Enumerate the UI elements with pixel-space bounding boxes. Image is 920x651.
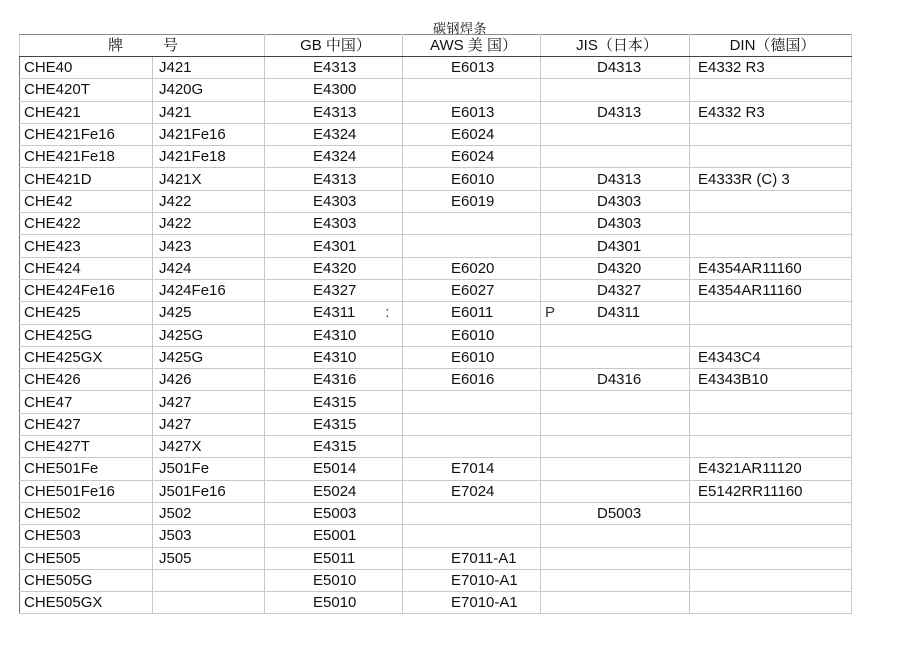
cell-che-grade: CHE425 xyxy=(20,302,153,324)
cell-jis xyxy=(541,525,690,547)
header-din: DIN（德国） xyxy=(690,35,852,57)
cell-che-grade: CHE424 xyxy=(20,257,153,279)
table-row xyxy=(20,592,852,614)
cell-j-grade: J501Fe xyxy=(153,458,265,480)
table-row xyxy=(20,369,852,391)
cell-din xyxy=(690,324,852,346)
cell-jis: D4313 xyxy=(541,168,690,190)
table-row xyxy=(20,257,852,279)
table-row xyxy=(20,480,852,502)
cell-din: E5142RR11160 xyxy=(690,480,852,502)
cell-gb: E4310 xyxy=(265,346,403,368)
cell-jis: D4303 xyxy=(541,213,690,235)
cell-j-grade: J424 xyxy=(153,257,265,279)
table-row xyxy=(20,324,852,346)
cell-gb: E4315 xyxy=(265,413,403,435)
cell-jis: D4301 xyxy=(541,235,690,257)
table-row xyxy=(20,123,852,145)
cell-jis xyxy=(541,391,690,413)
cell-gb: E4303 xyxy=(265,213,403,235)
cell-din xyxy=(690,592,852,614)
cell-din xyxy=(690,146,852,168)
table-row xyxy=(20,235,852,257)
cell-aws: E7024 xyxy=(403,480,541,502)
cell-gb: E4316 xyxy=(265,369,403,391)
cell-j-grade: J505 xyxy=(153,547,265,569)
cell-j-grade: J420G xyxy=(153,79,265,101)
cell-che-grade: CHE424Fe16 xyxy=(20,279,153,301)
header-brand xyxy=(20,35,265,57)
cell-gb: E5024 xyxy=(265,480,403,502)
cell-aws: E7014 xyxy=(403,458,541,480)
cell-jis: D4320 xyxy=(541,257,690,279)
cell-din xyxy=(690,213,852,235)
cell-din xyxy=(690,547,852,569)
cell-che-grade: CHE505GX xyxy=(20,592,153,614)
cell-j-grade: J502 xyxy=(153,502,265,524)
table-row xyxy=(20,346,852,368)
electrode-comparison-table xyxy=(19,34,852,614)
cell-gb xyxy=(265,302,403,324)
cell-che-grade: CHE425G xyxy=(20,324,153,346)
cell-din xyxy=(690,79,852,101)
cell-din xyxy=(690,569,852,591)
cell-che-grade: CHE40 xyxy=(20,57,153,79)
cell-j-grade: J421X xyxy=(153,168,265,190)
cell-che-grade: CHE420T xyxy=(20,79,153,101)
cell-aws: E6019 xyxy=(403,190,541,212)
cell-aws: E7010-A1 xyxy=(403,569,541,591)
cell-j-grade: J424Fe16 xyxy=(153,279,265,301)
table-row xyxy=(20,101,852,123)
cell-gb: E5001 xyxy=(265,525,403,547)
cell-jis xyxy=(541,123,690,145)
cell-aws xyxy=(403,235,541,257)
cell-aws xyxy=(403,525,541,547)
cell-gb: E4320 xyxy=(265,257,403,279)
cell-j-grade: J421Fe18 xyxy=(153,146,265,168)
cell-gb: E4313 xyxy=(265,168,403,190)
cell-j-grade: J425 xyxy=(153,302,265,324)
cell-gb: E5010 xyxy=(265,569,403,591)
cell-jis xyxy=(541,346,690,368)
cell-jis: D4327 xyxy=(541,279,690,301)
table-row xyxy=(20,302,852,324)
cell-che-grade: CHE42 xyxy=(20,190,153,212)
cell-jis: D4313 xyxy=(541,101,690,123)
table-row xyxy=(20,213,852,235)
cell-din xyxy=(690,502,852,524)
cell-din: E4354AR11160 xyxy=(690,257,852,279)
cell-din: E4332 R3 xyxy=(690,57,852,79)
cell-che-grade: CHE47 xyxy=(20,391,153,413)
table-row xyxy=(20,569,852,591)
cell-din: E4343C4 xyxy=(690,346,852,368)
header-jis: JIS（日本） xyxy=(541,35,690,57)
header-aws: AWS 美 国） xyxy=(403,35,541,57)
cell-jis xyxy=(541,413,690,435)
cell-gb: E5003 xyxy=(265,502,403,524)
cell-jis xyxy=(541,569,690,591)
cell-che-grade: CHE426 xyxy=(20,369,153,391)
cell-din xyxy=(690,391,852,413)
cell-aws: E6016 xyxy=(403,369,541,391)
cell-jis: D4303 xyxy=(541,190,690,212)
table-row xyxy=(20,279,852,301)
cell-j-grade: J425G xyxy=(153,346,265,368)
cell-jis xyxy=(541,79,690,101)
cell-che-grade: CHE422 xyxy=(20,213,153,235)
table-row xyxy=(20,190,852,212)
cell-che-grade: CHE421Fe16 xyxy=(20,123,153,145)
cell-gb: E4315 xyxy=(265,436,403,458)
header-brand-b: 号 xyxy=(163,37,179,54)
cell-j-grade: J427 xyxy=(153,391,265,413)
cell-j-grade: J503 xyxy=(153,525,265,547)
cell-che-grade: CHE421Fe18 xyxy=(20,146,153,168)
table-row xyxy=(20,525,852,547)
cell-j-grade: J421Fe16 xyxy=(153,123,265,145)
cell-che-grade: CHE501Fe16 xyxy=(20,480,153,502)
cell-che-grade: CHE505G xyxy=(20,569,153,591)
cell-aws: E7011-A1 xyxy=(403,547,541,569)
table-row xyxy=(20,391,852,413)
cell-che-grade: CHE421 xyxy=(20,101,153,123)
cell-din: E4343B10 xyxy=(690,369,852,391)
cell-gb-value: E4311 xyxy=(313,304,356,322)
document-title: 碳钢焊条 xyxy=(432,21,487,36)
cell-jis: D4316 xyxy=(541,369,690,391)
cell-gb: E4313 xyxy=(265,101,403,123)
header-brand-a: 牌 xyxy=(108,37,124,54)
table-row xyxy=(20,436,852,458)
table-row xyxy=(20,502,852,524)
cell-aws xyxy=(403,79,541,101)
cell-gb: E4327 xyxy=(265,279,403,301)
cell-aws: E6010 xyxy=(403,324,541,346)
cell-aws: E6024 xyxy=(403,146,541,168)
table-row xyxy=(20,547,852,569)
cell-j-grade: J427 xyxy=(153,413,265,435)
cell-jis xyxy=(541,480,690,502)
cell-aws xyxy=(403,413,541,435)
cell-gb: E4324 xyxy=(265,146,403,168)
cell-aws: E6024 xyxy=(403,123,541,145)
cell-jis-mark: P xyxy=(545,304,556,322)
table-row xyxy=(20,168,852,190)
cell-aws: E6011 xyxy=(403,302,541,324)
cell-j-grade: J422 xyxy=(153,213,265,235)
cell-aws: E6010 xyxy=(403,168,541,190)
cell-jis xyxy=(541,592,690,614)
cell-gb: E4301 xyxy=(265,235,403,257)
cell-aws xyxy=(403,213,541,235)
cell-gb: E4310 xyxy=(265,324,403,346)
cell-j-grade xyxy=(153,569,265,591)
cell-gb: E5010 xyxy=(265,592,403,614)
table-row xyxy=(20,146,852,168)
cell-j-grade: J421 xyxy=(153,101,265,123)
table-row xyxy=(20,57,852,79)
cell-che-grade: CHE501Fe xyxy=(20,458,153,480)
cell-din xyxy=(690,190,852,212)
cell-gb: E4300 xyxy=(265,79,403,101)
cell-gb: E4313 xyxy=(265,57,403,79)
cell-aws xyxy=(403,502,541,524)
header-row xyxy=(20,35,852,57)
cell-gb: E5011 xyxy=(265,547,403,569)
table-row xyxy=(20,458,852,480)
cell-jis: D5003 xyxy=(541,502,690,524)
cell-gb: E5014 xyxy=(265,458,403,480)
cell-din xyxy=(690,413,852,435)
cell-din xyxy=(690,436,852,458)
cell-aws: E6027 xyxy=(403,279,541,301)
cell-gb: E4315 xyxy=(265,391,403,413)
cell-jis xyxy=(541,436,690,458)
cell-che-grade: CHE425GX xyxy=(20,346,153,368)
cell-gb-mark: : xyxy=(385,304,390,322)
cell-che-grade: CHE427T xyxy=(20,436,153,458)
cell-jis xyxy=(541,458,690,480)
cell-che-grade: CHE423 xyxy=(20,235,153,257)
cell-jis xyxy=(541,146,690,168)
cell-che-grade: CHE427 xyxy=(20,413,153,435)
cell-jis-value: D4311 xyxy=(597,304,641,322)
cell-din xyxy=(690,302,852,324)
cell-din: E4333R (C) 3 xyxy=(690,168,852,190)
table-body xyxy=(20,57,852,614)
cell-j-grade: J501Fe16 xyxy=(153,480,265,502)
cell-che-grade: CHE421D xyxy=(20,168,153,190)
cell-din: E4354AR11160 xyxy=(690,279,852,301)
cell-jis: D4313 xyxy=(541,57,690,79)
cell-aws xyxy=(403,391,541,413)
cell-gb: E4303 xyxy=(265,190,403,212)
cell-j-grade: J422 xyxy=(153,190,265,212)
cell-din: E4321AR11120 xyxy=(690,458,852,480)
cell-j-grade: J421 xyxy=(153,57,265,79)
cell-j-grade: J426 xyxy=(153,369,265,391)
cell-gb: E4324 xyxy=(265,123,403,145)
cell-jis xyxy=(541,302,690,324)
cell-din: E4332 R3 xyxy=(690,101,852,123)
cell-din xyxy=(690,235,852,257)
cell-aws: E7010-A1 xyxy=(403,592,541,614)
cell-j-grade: J425G xyxy=(153,324,265,346)
cell-che-grade: CHE505 xyxy=(20,547,153,569)
cell-che-grade: CHE502 xyxy=(20,502,153,524)
cell-j-grade: J427X xyxy=(153,436,265,458)
table-row xyxy=(20,79,852,101)
cell-che-grade: CHE503 xyxy=(20,525,153,547)
cell-aws: E6013 xyxy=(403,101,541,123)
cell-jis xyxy=(541,547,690,569)
cell-din xyxy=(690,525,852,547)
table-row xyxy=(20,413,852,435)
cell-aws: E6020 xyxy=(403,257,541,279)
cell-din xyxy=(690,123,852,145)
cell-jis xyxy=(541,324,690,346)
cell-aws: E6013 xyxy=(403,57,541,79)
cell-j-grade: J423 xyxy=(153,235,265,257)
cell-j-grade xyxy=(153,592,265,614)
cell-aws xyxy=(403,436,541,458)
header-gb: GB 中国） xyxy=(265,35,403,57)
cell-aws: E6010 xyxy=(403,346,541,368)
